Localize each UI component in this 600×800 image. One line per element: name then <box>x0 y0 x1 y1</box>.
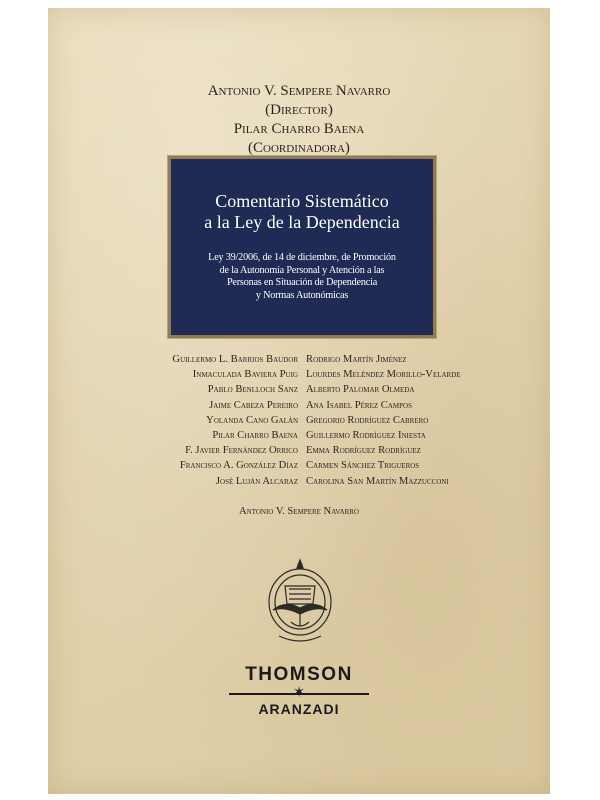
collaborator-name: Jaime Cabeza Pereiro <box>209 399 298 411</box>
book-title <box>171 191 433 233</box>
subtitle-line-2: de la Autonomía Personal y Atención a las <box>219 264 385 276</box>
collaborator-name: Ana Isabel Pérez Campos <box>306 399 412 411</box>
collaborator-name: Guillermo L. Barrios Baudor <box>172 354 298 365</box>
title-panel <box>168 156 436 338</box>
publisher-brand: THOMSON <box>245 664 353 685</box>
publisher-logo <box>48 664 550 717</box>
collaborator-name: Francisco A. González Díaz <box>179 460 298 472</box>
collaborator-name: Rodrigo Martín Jiménez <box>306 354 407 365</box>
collaborator-name-last: Antonio V. Sempere Navarro <box>239 506 359 517</box>
collaborators-right-column <box>306 352 461 489</box>
collaborator-name: Carmen Sánchez Trigueros <box>306 460 420 472</box>
title-line-1: Comentario Sistemático <box>215 191 389 211</box>
collaborator-name: Emma Rodríguez Rodríguez <box>306 445 421 457</box>
editors-block <box>48 82 550 158</box>
crest-seal-icon <box>263 556 337 646</box>
collaborator-name: Gregorio Rodríguez Cabrero <box>306 414 429 426</box>
collaborator-name: Yolanda Cano Galán <box>206 414 298 426</box>
collaborators-left-column <box>172 352 298 489</box>
coordinator-name: Pilar Charro Baena <box>233 121 365 137</box>
title-line-2: a la Ley de la Dependencia <box>204 212 400 232</box>
subtitle-line-4: y Normas Autonómicas <box>255 289 349 301</box>
collaborator-name: Inmaculada Baviera Puig <box>192 369 298 381</box>
star-icon: ✶ <box>292 684 306 701</box>
collaborator-name: Pablo Benlloch Sanz <box>207 384 298 396</box>
collaborator-name: Carolina San Martín Mazzucconi <box>306 475 449 487</box>
subtitle-line-3: Personas en Situación de Dependencia <box>226 277 378 288</box>
book-cover <box>48 8 550 794</box>
collaborator-name: Guillermo Rodríguez Iniesta <box>306 430 426 442</box>
logo-divider <box>229 684 369 701</box>
collaborator-name: F. Javier Fernández Orrico <box>185 445 298 457</box>
coordinator-role: (Coordinadora) <box>248 140 350 156</box>
book-subtitle <box>181 252 423 302</box>
collaborator-name: Lourdes Meléndez Morillo-Velarde <box>306 369 461 381</box>
subtitle-line-1: Ley 39/2006, de 14 de diciembre, de Promoción <box>208 252 396 263</box>
collaborator-name: Alberto Palomar Olmeda <box>306 384 415 396</box>
collaborator-name: José Luján Alcaraz <box>215 475 298 487</box>
collaborator-name: Pilar Charro Baena <box>212 430 298 442</box>
director-role: (Director) <box>265 102 333 118</box>
publisher-imprint: ARANZADI <box>258 701 340 717</box>
director-name: Antonio V. Sempere Navarro <box>207 83 391 99</box>
